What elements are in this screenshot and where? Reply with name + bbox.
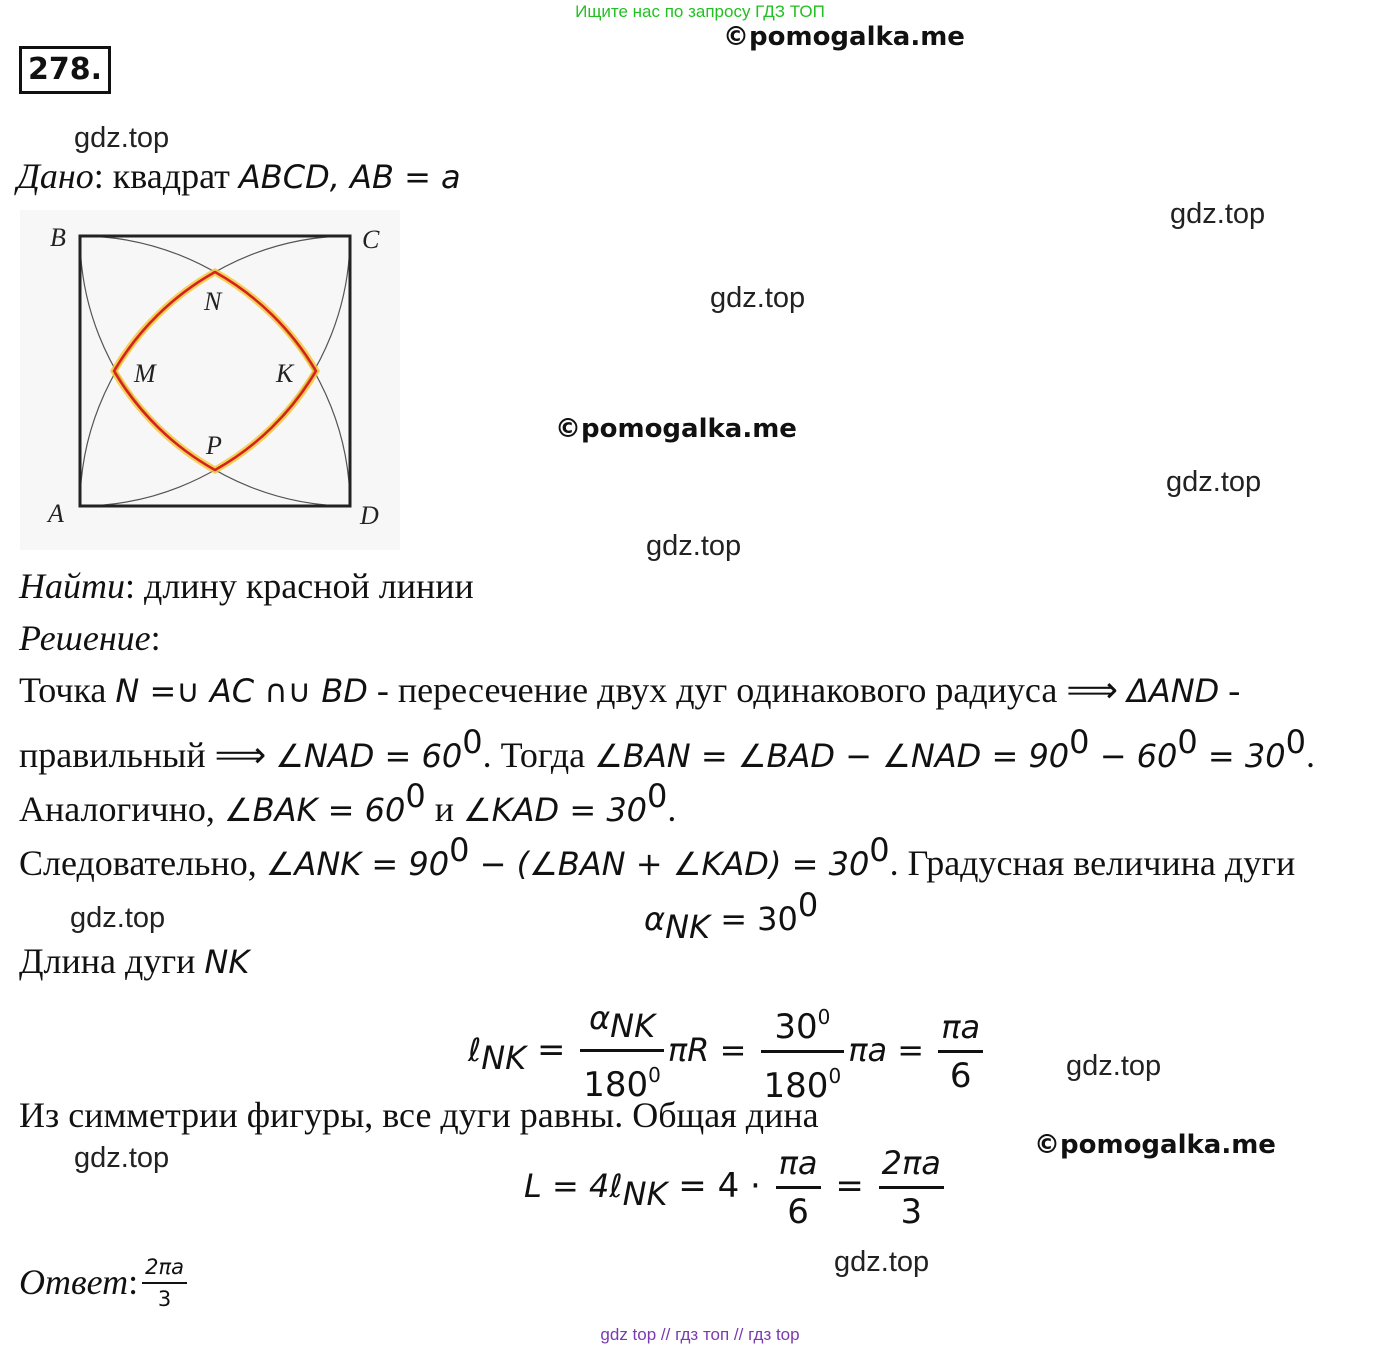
watermark-gdz-4: gdz.top xyxy=(1166,466,1262,498)
watermark-gdz-1: gdz.top xyxy=(74,122,170,154)
text: - xyxy=(1219,670,1241,710)
arc-length-title xyxy=(19,940,249,982)
label-A: A xyxy=(48,499,64,528)
find-label: Найти xyxy=(19,566,125,606)
find-line xyxy=(19,565,474,607)
math: NK xyxy=(204,943,250,981)
math: N =∪ AC ∩∪ BD xyxy=(115,672,368,710)
math: 2πa xyxy=(879,1140,944,1189)
watermark-gdz-9: gdz.top xyxy=(834,1246,930,1278)
text: и xyxy=(425,789,463,829)
math: = 4 · xyxy=(667,1166,772,1206)
given-line xyxy=(17,155,461,197)
math: 6 xyxy=(787,1192,809,1232)
math: 3 xyxy=(157,1287,172,1311)
footer-links[interactable]: gdz top // гдз топ // гдз top xyxy=(600,1325,800,1344)
math: = xyxy=(824,1166,875,1206)
math: L = 4ℓ xyxy=(524,1167,623,1205)
solution-label: Решение xyxy=(19,618,151,658)
solution-heading xyxy=(19,617,161,659)
text: - пересечение двух дуг одинакового радиуса ⟹ xyxy=(367,670,1127,710)
watermark-pomogalka-3: ©pomogalka.me xyxy=(1034,1130,1276,1160)
math: ΔAND xyxy=(1126,672,1220,710)
watermark-gdz-7: gdz.top xyxy=(1066,1050,1162,1082)
math: α xyxy=(589,999,611,1037)
degree: 0 xyxy=(1069,723,1090,761)
text: Аналогично, xyxy=(19,789,224,829)
arc-length-formula xyxy=(468,994,987,1109)
text: . Тогда xyxy=(482,735,595,775)
solution-colon: : xyxy=(150,618,161,658)
math: 180 xyxy=(763,1066,829,1106)
label-N: N xyxy=(204,287,222,316)
fraction-2pi-a-over-3 xyxy=(879,1140,944,1235)
math: = 30 xyxy=(1197,737,1286,775)
watermark-gdz-2: gdz.top xyxy=(1170,198,1266,230)
top-banner[interactable]: Ищите нас по запросу ГДЗ ТОП xyxy=(575,2,825,21)
degree: 0 xyxy=(462,723,483,761)
watermark-pomogalka-2: ©pomogalka.me xyxy=(555,414,797,444)
text: . Градусная величина дуги xyxy=(889,843,1296,883)
math: 30 xyxy=(774,1007,818,1047)
problem-number: 278. xyxy=(19,46,111,94)
subscript: NK xyxy=(622,1175,668,1213)
fraction-pi-a-over-6 xyxy=(938,1004,983,1099)
degree: 0 xyxy=(828,1064,842,1088)
text: . xyxy=(1305,735,1315,775)
math: − 60 xyxy=(1089,737,1178,775)
given-label: Дано xyxy=(17,156,94,196)
math: 180 xyxy=(583,1065,649,1105)
text: . xyxy=(667,789,677,829)
math: ∠ANK = 90 xyxy=(265,845,450,883)
math: ∠NAD = 60 xyxy=(275,737,463,775)
symmetry-line: Из симметрии фигуры, все дуги равны. Общая дина xyxy=(19,1095,819,1135)
fraction-pi-a-over-6 xyxy=(776,1140,821,1235)
label-C: C xyxy=(362,225,380,254)
math: ℓ xyxy=(468,1031,482,1069)
text: правильный ⟹ xyxy=(19,735,276,775)
watermark-gdz-5: gdz.top xyxy=(646,530,742,562)
math: 3 xyxy=(900,1192,923,1232)
solution-line-3 xyxy=(19,777,676,830)
math: 6 xyxy=(949,1056,972,1096)
degree: 0 xyxy=(648,1063,661,1087)
find-text: : длину красной линии xyxy=(125,566,474,606)
label-P: P xyxy=(206,431,222,460)
watermark-pomogalka-1: ©pomogalka.me xyxy=(723,22,965,52)
answer-line xyxy=(19,1252,191,1314)
math: πa xyxy=(938,1004,983,1053)
text: Длина дуги xyxy=(19,941,205,981)
fraction-30-over-180 xyxy=(761,994,845,1109)
fraction-alpha-over-180 xyxy=(580,995,664,1108)
total-length-formula xyxy=(524,1140,948,1235)
degree: 0 xyxy=(797,886,819,924)
watermark-gdz-8: gdz.top xyxy=(74,1142,170,1174)
math: α xyxy=(644,900,666,938)
math: = 30 xyxy=(710,900,798,938)
math: πa = xyxy=(848,1031,935,1069)
degree: 0 xyxy=(405,777,426,815)
degree: 0 xyxy=(647,777,668,815)
subscript: NK xyxy=(481,1039,527,1077)
alpha-formula xyxy=(644,886,818,946)
label-D: D xyxy=(360,501,379,530)
subscript: NK xyxy=(610,1007,656,1045)
math: πa xyxy=(776,1140,821,1189)
label-M: M xyxy=(134,359,156,388)
watermark-gdz-6: gdz.top xyxy=(70,902,166,934)
subscript: NK xyxy=(665,908,711,946)
math: ∠BAK = 60 xyxy=(223,791,406,829)
degree: 0 xyxy=(449,831,470,869)
solution-line-2 xyxy=(19,723,1315,776)
math: = xyxy=(526,1030,577,1070)
math: 2πa xyxy=(142,1252,187,1284)
figure-background xyxy=(20,210,400,550)
degree: 0 xyxy=(1285,723,1306,761)
degree: 0 xyxy=(817,1005,831,1029)
given-math: ABCD, AB = a xyxy=(238,158,461,196)
text: Следовательно, xyxy=(19,843,266,883)
square-figure xyxy=(20,210,400,550)
solution-line-4 xyxy=(19,831,1295,884)
math: ∠KAD = 30 xyxy=(462,791,648,829)
answer-label: Ответ xyxy=(19,1262,129,1302)
math: πR = xyxy=(667,1031,757,1069)
degree: 0 xyxy=(1177,723,1198,761)
math: − (∠BAN + ∠KAD) = 30 xyxy=(469,845,870,883)
degree: 0 xyxy=(869,831,890,869)
answer-fraction xyxy=(142,1252,187,1314)
given-colon: : xyxy=(93,156,104,196)
solution-line-1 xyxy=(19,669,1240,711)
text: Точка xyxy=(19,670,116,710)
watermark-gdz-3: gdz.top xyxy=(710,282,806,314)
label-B: B xyxy=(50,223,66,252)
text: : xyxy=(128,1262,139,1302)
given-text: квадрат xyxy=(103,156,239,196)
math: ∠BAN = ∠BAD − ∠NAD = 90 xyxy=(594,737,1070,775)
label-K: K xyxy=(276,359,294,388)
